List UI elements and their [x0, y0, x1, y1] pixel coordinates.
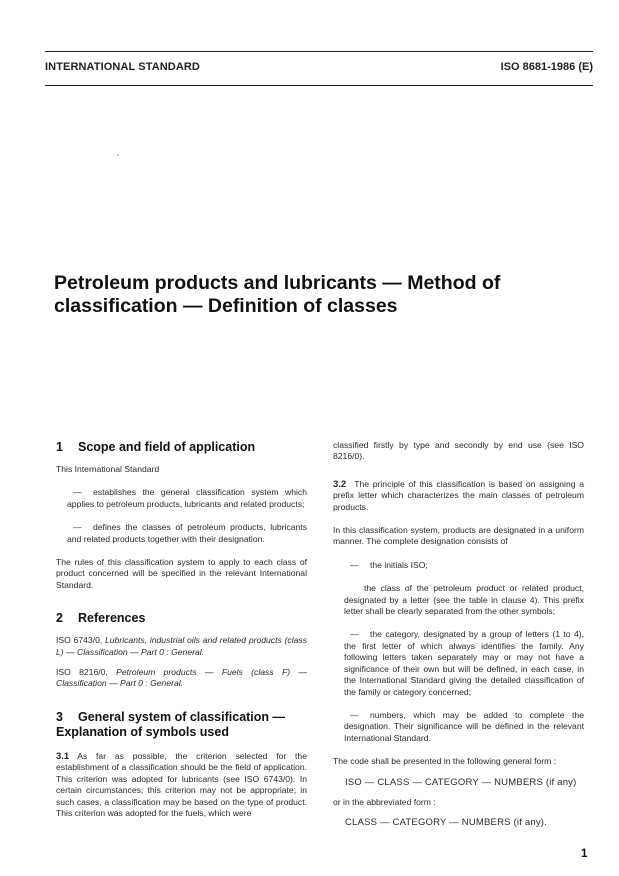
section-2-heading	[56, 611, 307, 626]
scope-item: — defines the classes of petroleum products, lubricants and related products together with their designation.	[67, 522, 307, 544]
section-title: Scope and field of application	[78, 440, 256, 454]
scan-speck	[117, 154, 119, 156]
header-top-rule	[45, 51, 593, 52]
dash-bullet: —	[350, 559, 359, 570]
designation-item: — the category, designated by a group of letters (1 to 4), the first letter of which always identifies the family. Any following letters taken separately may or may not have a significance of their own but will be defined, in each case, in the International Standard giving the detailed classification of the family or category concerned;	[344, 629, 584, 697]
designation-item: — numbers, which may be added to complete the designation. Their significance will be defined in the relevant International Standard.	[344, 709, 584, 743]
header-bottom-rule	[45, 85, 593, 86]
abbreviated-form-code: CLASS — CATEGORY — NUMBERS (if any).	[345, 817, 547, 829]
paragraph-3-1: 3.1 As far as possible, the criterion selected for the establishment of a classification should be the field of application. This criterion was adopted for lubricants (see ISO 6743/0). In certain circumstances, this criterion may not be appropriate; in such cases, a classification may be based on the type of product. This criterion was adopted for the fuels, which were	[56, 750, 307, 818]
subclause-number: 3.1	[56, 750, 70, 762]
section-1-intro: This International Standard	[56, 464, 160, 474]
designation-item: the class of the petroleum product or related product, designated by a letter (see the table in clause 4). This prefix letter shall be clearly separated from the other symbols;	[344, 583, 584, 617]
reference-item	[56, 667, 307, 690]
section-title-line-2: Explanation of symbols used	[56, 724, 229, 739]
document-title	[54, 272, 574, 318]
paragraph-3-2: 3.2 The principle of this classification is based on assigning a prefix letter which characterizes the main classes of petroleum products.	[333, 478, 584, 512]
scope-item: — establishes the general classification system which applies to petroleum products, lubricants and related products;	[67, 487, 307, 509]
dash-bullet: —	[350, 709, 359, 720]
reference-item	[56, 635, 307, 658]
left-column	[56, 440, 307, 828]
section-number: 2	[56, 611, 63, 626]
reference-title: Petroleum products — Fuels (class F) — Classification — Part 0 : General.	[56, 667, 307, 689]
reference-title: Lubricants, industrial oils and related products (class L) — Classification — Part 0 : General.	[56, 635, 307, 657]
section-1-heading	[56, 440, 307, 455]
designation-intro: In this classification system, products are designated in a uniform manner. The complete designation consists of	[333, 525, 584, 547]
section-number: 1	[56, 440, 63, 454]
general-form-code: ISO — CLASS — CATEGORY — NUMBERS (if any)	[345, 776, 577, 788]
reference-code: ISO 8216/0,	[56, 667, 108, 678]
page-number: 1	[581, 848, 588, 860]
dash-bullet: —	[73, 487, 82, 498]
paragraph-3-1-continued: classified firstly by type and secondly by end use (see ISO 8216/0).	[333, 440, 584, 462]
section-3-heading	[56, 710, 307, 740]
reference-code: ISO 6743/0,	[56, 635, 103, 646]
section-title-line-1: General system of classification —	[78, 709, 286, 724]
header-document-type: INTERNATIONAL STANDARD	[45, 61, 200, 73]
section-number: 3	[56, 709, 63, 724]
title-line-1: Petroleum products and lubricants — Method of	[54, 272, 501, 294]
general-form-intro: The code shall be presented in the following general form :	[333, 756, 557, 767]
section-title: References	[78, 611, 146, 626]
abbreviated-form-intro: or in the abbreviated form :	[333, 796, 436, 807]
designation-item: — the initials ISO;	[333, 560, 584, 571]
dash-bullet: —	[350, 629, 359, 640]
right-column	[333, 440, 584, 838]
title-line-2: classification — Definition of classes	[54, 295, 398, 317]
dash-bullet: —	[73, 522, 82, 533]
section-1-closing: The rules of this classification system to apply to each class of product concerned will be specified in the relevant International Standard.	[56, 557, 307, 590]
header-standard-number: ISO 8681-1986 (E)	[500, 61, 593, 73]
subclause-number: 3.2	[333, 478, 347, 490]
